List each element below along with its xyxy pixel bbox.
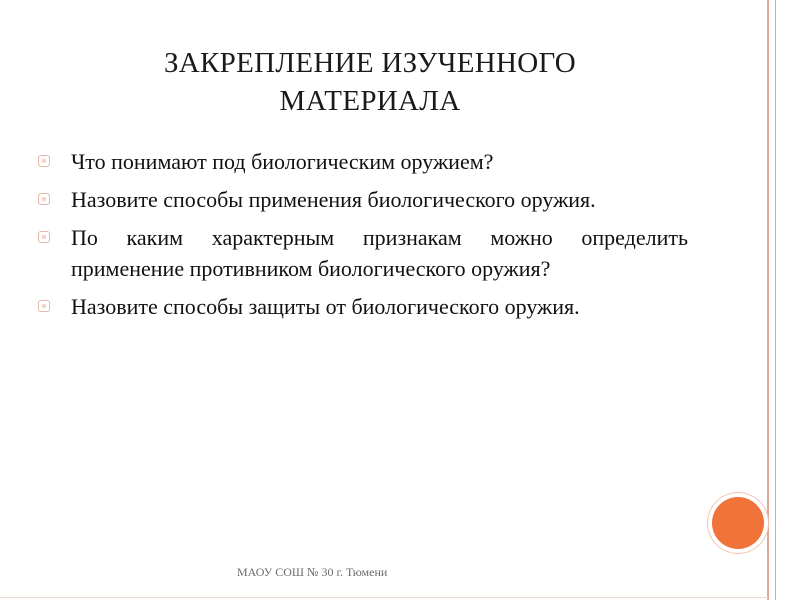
square-bullet-icon	[38, 155, 50, 167]
square-bullet-icon	[38, 193, 50, 205]
bullet-item	[38, 184, 688, 215]
bottom-border-line	[0, 597, 768, 598]
bullet-text: Назовите способы применения биологического оружия.	[71, 187, 596, 212]
square-bullet-icon	[38, 231, 50, 243]
slide-title-line-2: МАТЕРИАЛА	[279, 85, 461, 117]
bullet-list	[38, 146, 688, 329]
slide-title	[120, 44, 620, 120]
right-border-line	[767, 0, 769, 600]
slide-title-line-1: ЗАКРЕПЛЕНИЕ ИЗУЧЕННОГО	[163, 47, 577, 79]
bullet-text: Назовите способы защиты от биологического оружия.	[71, 294, 580, 319]
orange-circle-icon	[712, 497, 764, 549]
bullet-text: Что понимают под биологическим оружием?	[71, 149, 494, 174]
bullet-item	[38, 291, 688, 322]
right-border-line-thin	[775, 0, 776, 600]
bullet-item	[38, 146, 688, 177]
footer-text: МАОУ СОШ № 30 г. Тюмени	[237, 565, 388, 579]
bullet-item	[38, 222, 688, 284]
bullet-text: По каким характерным признакам можно определить применение противником биологического оружия?	[71, 225, 688, 281]
square-bullet-icon	[38, 300, 50, 312]
